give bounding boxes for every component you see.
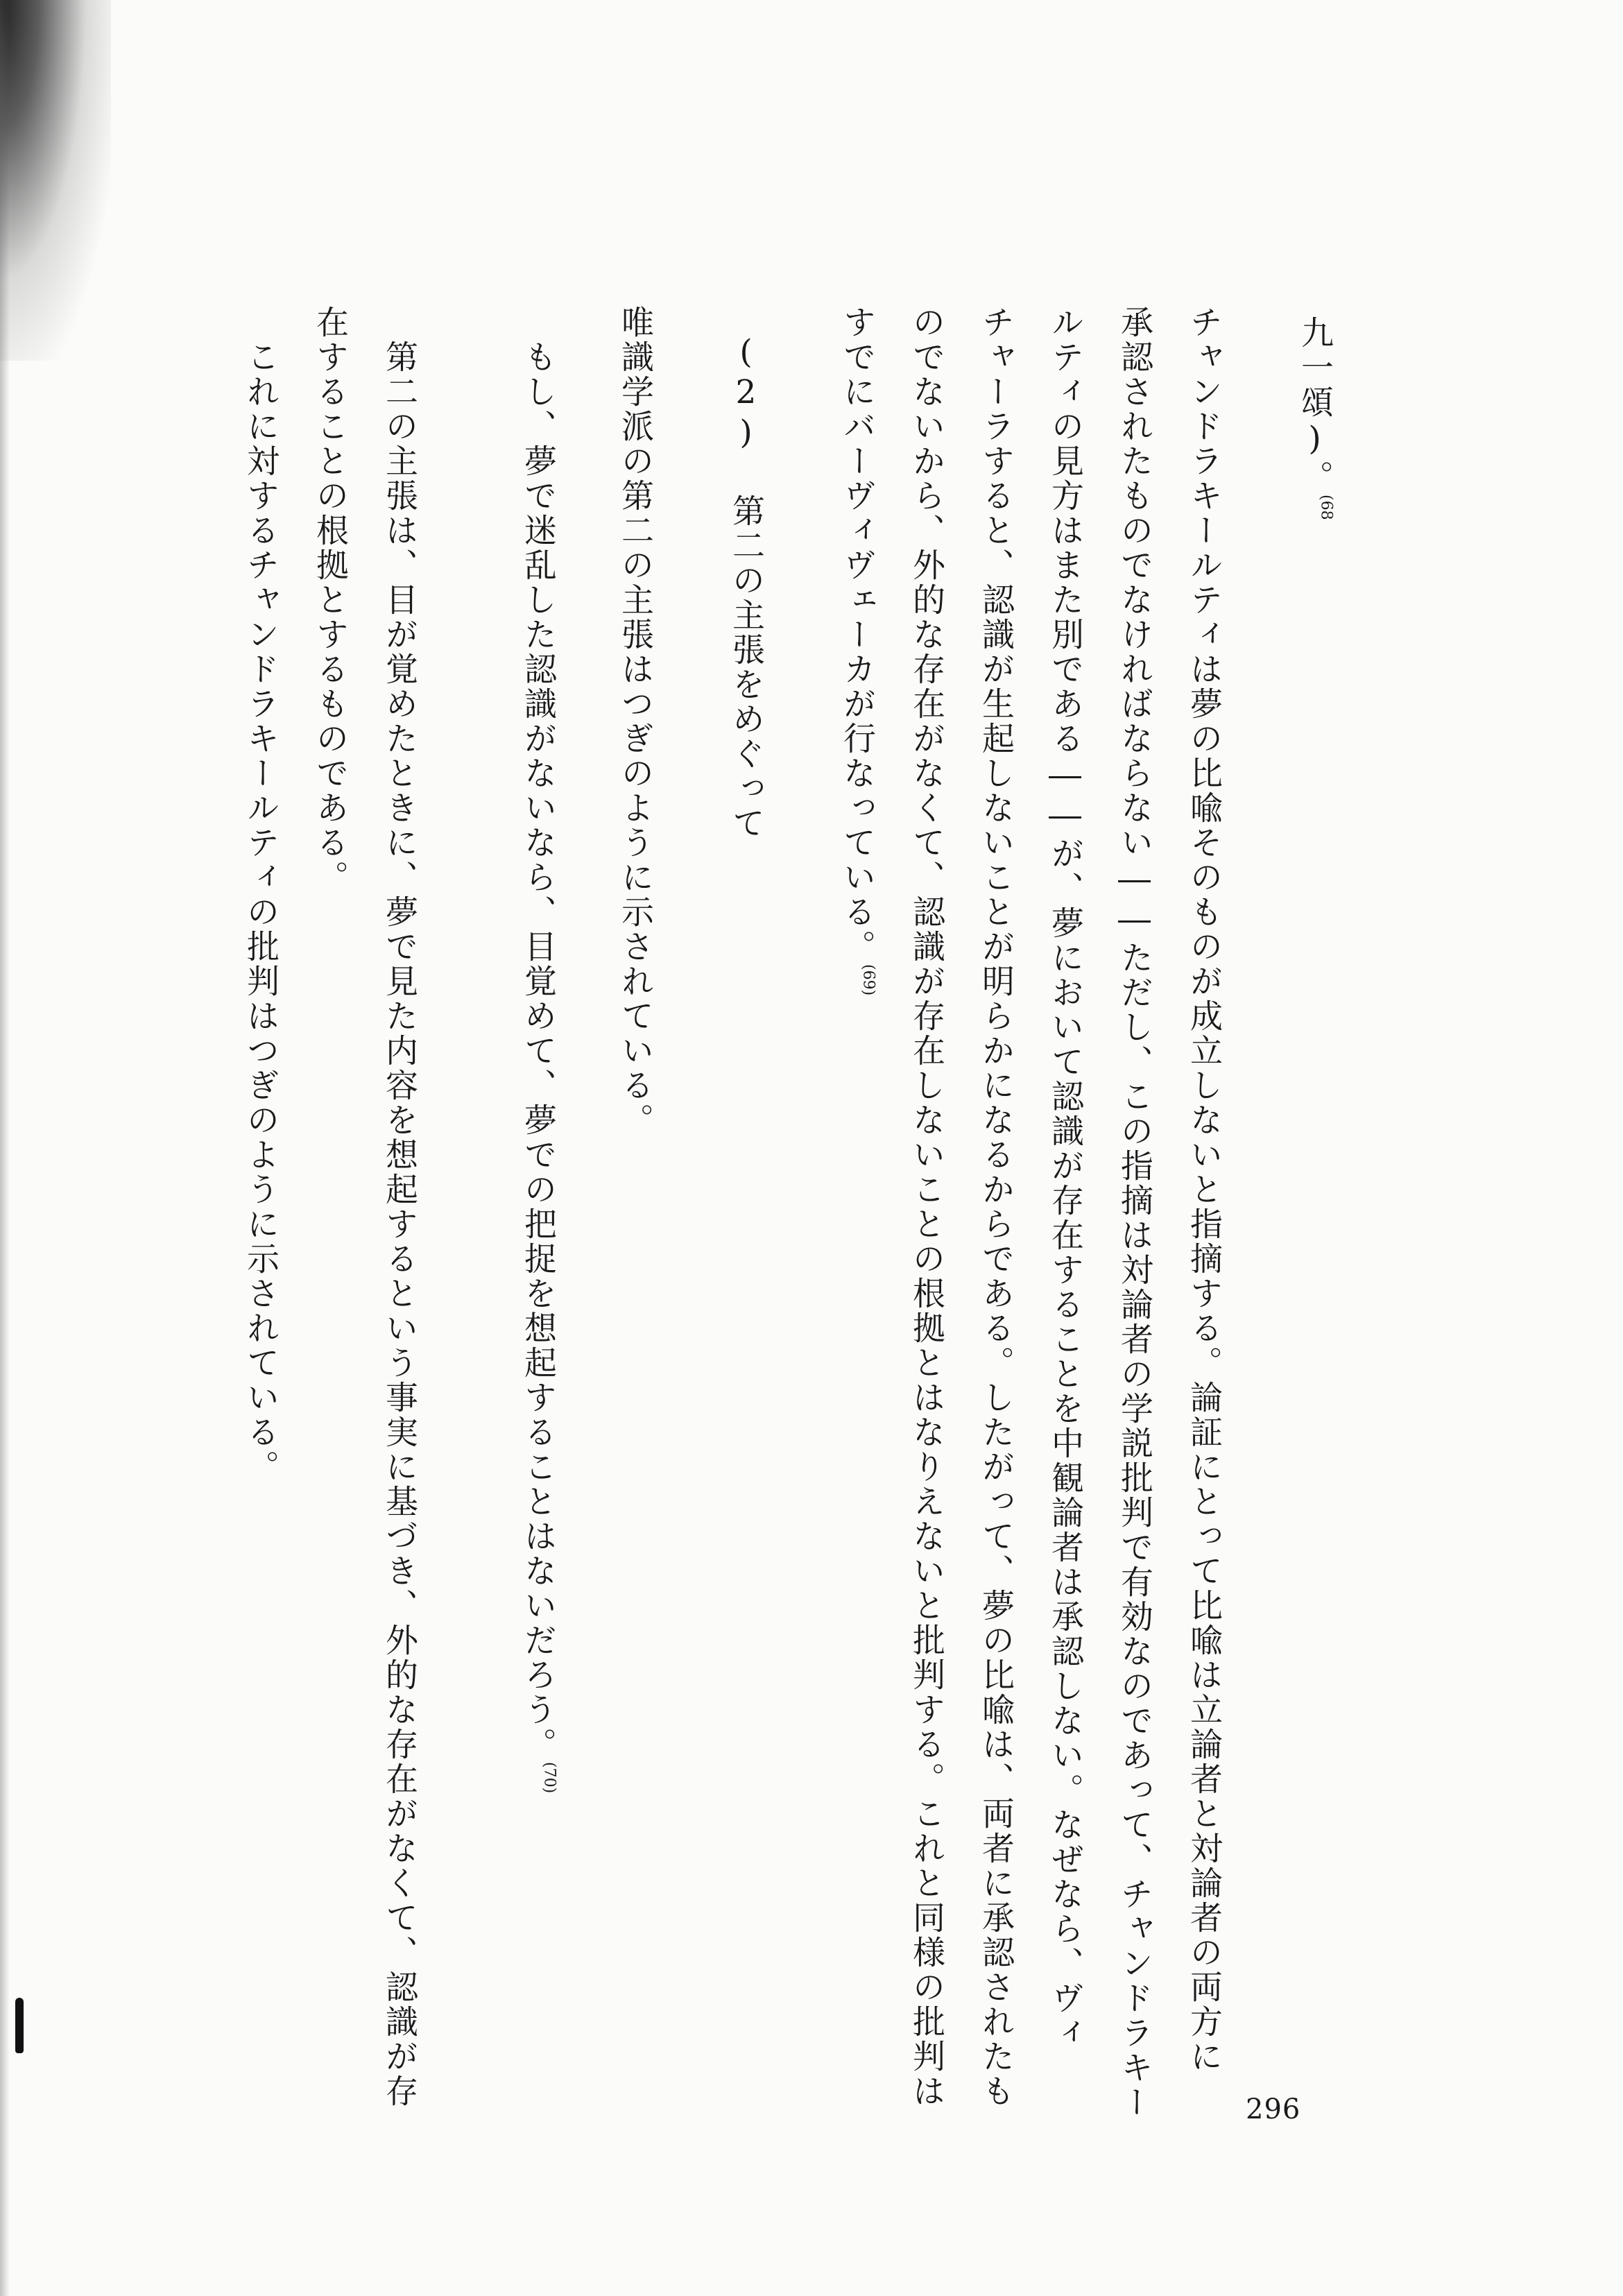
text-line-3: 承認されたものでなければならない――ただし、この指摘は対論者の学説批判で有効なのであって、チャンドラキー	[1115, 305, 1153, 2120]
scan-edge-shading	[0, 0, 10, 2296]
section-heading: (2) 第二の主張をめぐって	[727, 333, 765, 841]
footnote-marker-70: (70)	[540, 1762, 558, 1794]
quoted-line: もし、夢で迷乱した認識がないなら、目覚めて、夢での把捉を想起することはないだろう。$^{(70)}$	[519, 340, 558, 1794]
text-line-13: これに対するチャンドラキールティの批判はつぎのように示されている。	[241, 340, 280, 1484]
text-line-6: のでないから、外的な存在がなくて、認識が存在しないことの根拠とはなりえないと批判する。これと同様の批判は	[907, 305, 945, 2109]
scan-shadow	[0, 0, 111, 361]
text-line-5: チャーラすると、認識が生起しないことが明らかになるからである。したがって、夢の比喩は、両者に承認されたも	[977, 305, 1015, 2109]
text-line-9: 唯識学派の第二の主張はつぎのように示されている。	[616, 305, 654, 1138]
text-line-7: すでにバーヴィヴェーカが行なっている。$^{(69)}$	[838, 305, 877, 996]
text-line-4: ルティの見方はまた別である――が、夢において認識が存在することを中観論者は承認しない。なぜなら、ヴィ	[1046, 305, 1084, 2050]
footnote-marker-68: (68	[1317, 495, 1335, 520]
ink-blot	[15, 1998, 24, 2053]
text-line-2: チャンドラキールティは夢の比喩そのものが成立しないと指摘する。論証にとって比喩は立論者と対論者の両方に	[1185, 305, 1223, 2074]
text-line-1: 九一頌)。$^{(68}$	[1296, 316, 1335, 520]
footnote-marker-69: (69)	[859, 964, 877, 996]
text-line-12: 在することの根拠とするものである。	[311, 305, 349, 895]
page-number: 296	[1246, 2093, 1301, 2125]
text-line-11: 第二の主張は、目が覚めたときに、夢で見た内容を想起するという事実に基づき、外的な存在がなくて、認識が存	[380, 340, 418, 2109]
